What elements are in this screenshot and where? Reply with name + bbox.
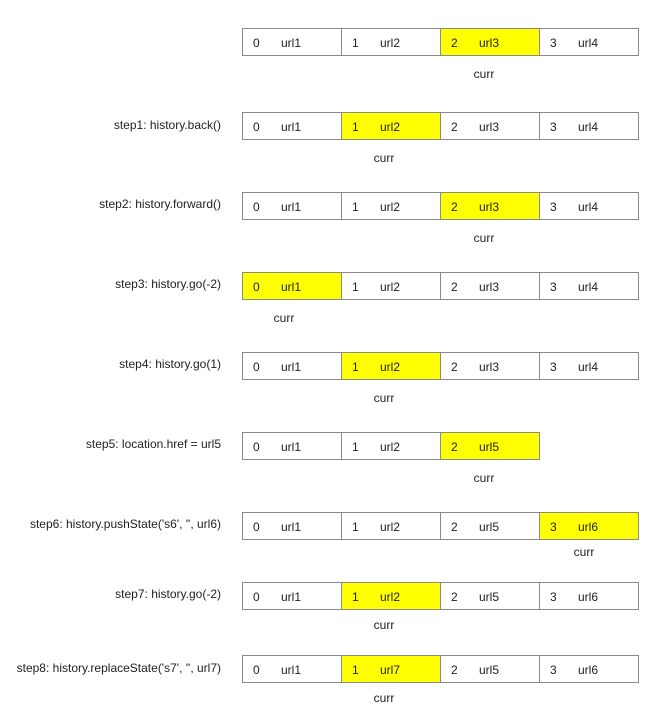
- history-entry: [242, 352, 342, 380]
- entry-index: 3: [550, 120, 557, 134]
- entry-index: 2: [451, 280, 458, 294]
- step-label: step8: history.replaceState('s7', '', url7): [16, 661, 221, 675]
- entry-url: url6: [578, 663, 599, 677]
- history-entry-current: [440, 432, 540, 460]
- history-entry: [440, 655, 540, 683]
- history-entry: [341, 272, 441, 300]
- history-entry: [242, 655, 342, 683]
- entry-index: 1: [352, 440, 359, 454]
- entry-index: 0: [253, 36, 260, 50]
- entry-index: 3: [550, 360, 557, 374]
- entry-index: 3: [550, 663, 557, 677]
- entry-url: url1: [281, 520, 302, 534]
- entry-index: 0: [253, 280, 260, 294]
- entry-url: url2: [380, 120, 401, 134]
- step-label: step7: history.go(-2): [115, 587, 221, 601]
- history-stack-row: [242, 272, 639, 300]
- history-entry: [341, 192, 441, 220]
- history-entry: [539, 192, 639, 220]
- step-label: step1: history.back(): [113, 118, 221, 132]
- current-pointer-label: curr: [573, 545, 595, 559]
- history-entry-current: [341, 352, 441, 380]
- entry-index: 0: [253, 590, 260, 604]
- history-entry: [242, 582, 342, 610]
- history-stack-row: [242, 432, 540, 460]
- history-entry: [539, 352, 639, 380]
- entry-url: url3: [479, 280, 500, 294]
- entry-index: 2: [451, 120, 458, 134]
- entry-url: url1: [281, 360, 302, 374]
- entry-url: url4: [578, 280, 599, 294]
- entry-index: 3: [550, 590, 557, 604]
- history-entry-current: [341, 655, 441, 683]
- entry-url: url6: [578, 520, 599, 534]
- history-entry: [242, 512, 342, 540]
- entry-index: 3: [550, 200, 557, 214]
- entry-index: 1: [352, 200, 359, 214]
- entry-url: url2: [380, 36, 401, 50]
- history-entry: [341, 28, 441, 56]
- current-pointer-label: curr: [373, 691, 395, 705]
- history-entry-current: [242, 272, 342, 300]
- entry-url: url2: [380, 440, 401, 454]
- entry-index: 2: [451, 360, 458, 374]
- entry-index: 3: [550, 36, 557, 50]
- step-label: step2: history.forward(): [99, 197, 221, 211]
- entry-index: 0: [253, 200, 260, 214]
- history-entry: [242, 432, 342, 460]
- entry-index: 2: [451, 36, 458, 50]
- entry-index: 3: [550, 280, 557, 294]
- current-pointer-label: curr: [373, 391, 395, 405]
- entry-url: url2: [380, 200, 401, 214]
- history-stack-row: [242, 112, 639, 140]
- history-entry: [341, 432, 441, 460]
- history-stack-row: [242, 655, 639, 683]
- entry-index: 1: [352, 663, 359, 677]
- entry-index: 0: [253, 440, 260, 454]
- entry-url: url2: [380, 280, 401, 294]
- history-stack-row: [242, 512, 639, 540]
- entry-index: 3: [550, 520, 557, 534]
- entry-url: url2: [380, 360, 401, 374]
- history-entry: [539, 112, 639, 140]
- history-entry-current: [440, 28, 540, 56]
- entry-url: url1: [281, 36, 302, 50]
- history-entry: [539, 272, 639, 300]
- entry-url: url1: [281, 590, 302, 604]
- history-entry: [440, 272, 540, 300]
- history-entry-current: [341, 112, 441, 140]
- history-entry: [539, 655, 639, 683]
- history-entry: [539, 28, 639, 56]
- history-stack-row: [242, 28, 639, 56]
- entry-url: url3: [479, 36, 500, 50]
- entry-index: 1: [352, 520, 359, 534]
- history-stack-row: [242, 582, 639, 610]
- entry-url: url1: [281, 440, 302, 454]
- history-stack-row: [242, 352, 639, 380]
- entry-index: 1: [352, 360, 359, 374]
- entry-url: url3: [479, 360, 500, 374]
- entry-index: 1: [352, 36, 359, 50]
- entry-url: url5: [479, 590, 500, 604]
- history-entry: [539, 582, 639, 610]
- history-entry-current: [341, 582, 441, 610]
- entry-index: 0: [253, 120, 260, 134]
- history-entry-current: [539, 512, 639, 540]
- history-entry: [440, 352, 540, 380]
- entry-url: url2: [380, 520, 401, 534]
- step-label: step4: history.go(1): [119, 357, 221, 371]
- step-label: step3: history.go(-2): [115, 277, 221, 291]
- step-label: step6: history.pushState('s6', '', url6): [29, 517, 221, 531]
- entry-index: 2: [451, 200, 458, 214]
- entry-index: 2: [451, 590, 458, 604]
- entry-url: url1: [281, 280, 302, 294]
- entry-url: url3: [479, 200, 500, 214]
- entry-url: url4: [578, 200, 599, 214]
- entry-url: url7: [380, 663, 401, 677]
- entry-url: url2: [380, 590, 401, 604]
- history-entry: [440, 512, 540, 540]
- entry-url: url1: [281, 200, 302, 214]
- history-entry: [242, 112, 342, 140]
- history-stack-row: [242, 192, 639, 220]
- entry-index: 1: [352, 120, 359, 134]
- current-pointer-label: curr: [373, 618, 395, 632]
- entry-index: 0: [253, 520, 260, 534]
- history-entry: [440, 582, 540, 610]
- step-label: step5: location.href = url5: [85, 437, 221, 451]
- entry-url: url1: [281, 663, 302, 677]
- entry-url: url3: [479, 120, 500, 134]
- entry-url: url5: [479, 520, 500, 534]
- entry-url: url1: [281, 120, 302, 134]
- entry-index: 0: [253, 360, 260, 374]
- entry-index: 2: [451, 520, 458, 534]
- current-pointer-label: curr: [273, 311, 295, 325]
- history-entry-current: [440, 192, 540, 220]
- history-entry: [341, 512, 441, 540]
- entry-url: url5: [479, 663, 500, 677]
- entry-index: 1: [352, 280, 359, 294]
- history-entry: [440, 112, 540, 140]
- entry-index: 0: [253, 663, 260, 677]
- current-pointer-label: curr: [373, 151, 395, 165]
- entry-index: 1: [352, 590, 359, 604]
- entry-index: 2: [451, 440, 458, 454]
- entry-url: url5: [479, 440, 500, 454]
- current-pointer-label: curr: [473, 231, 495, 245]
- entry-index: 2: [451, 663, 458, 677]
- entry-url: url4: [578, 36, 599, 50]
- history-entry: [242, 28, 342, 56]
- entry-url: url4: [578, 120, 599, 134]
- entry-url: url6: [578, 590, 599, 604]
- entry-url: url4: [578, 360, 599, 374]
- current-pointer-label: curr: [473, 471, 495, 485]
- current-pointer-label: curr: [473, 67, 495, 81]
- history-entry: [242, 192, 342, 220]
